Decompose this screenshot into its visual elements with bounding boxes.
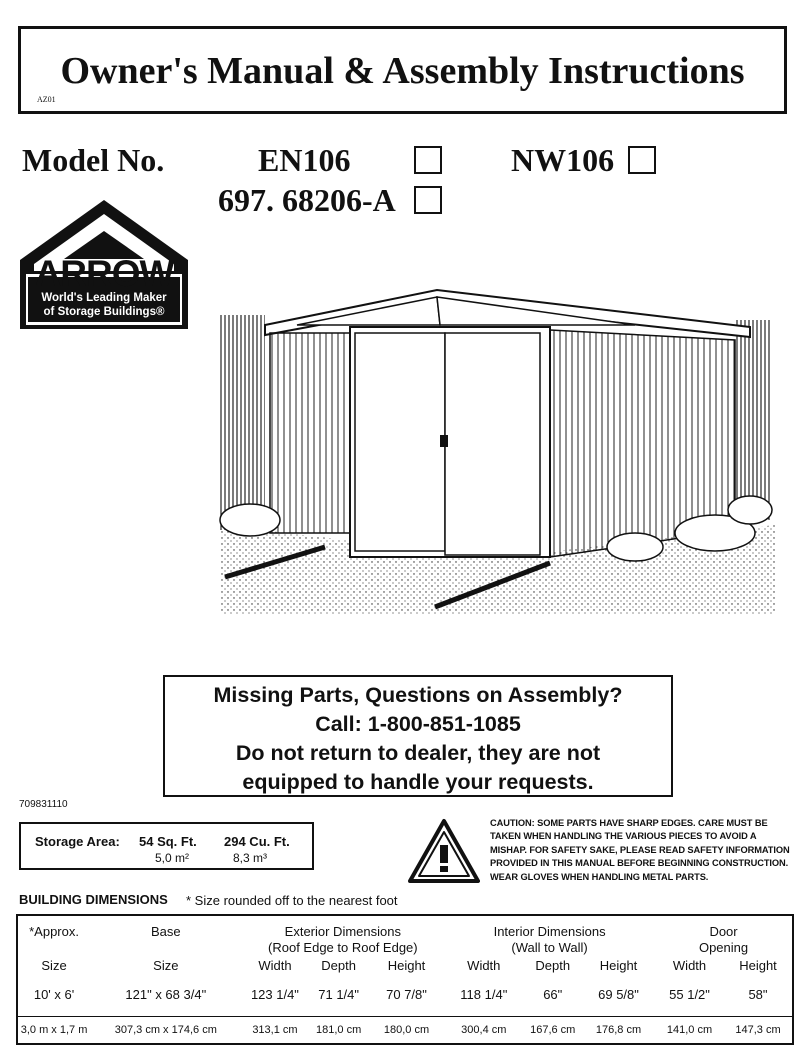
storage-cuft: 294 Cu. Ft.	[224, 834, 290, 849]
logo-brand: ARROW	[34, 253, 174, 294]
checkbox-en106[interactable]	[414, 146, 442, 174]
document-code: AZ01	[37, 95, 56, 104]
th-size: Size	[41, 957, 67, 973]
th-door: Door	[709, 924, 738, 939]
storage-m2: 5,0 m²	[155, 851, 190, 865]
dimensions-note: * Size rounded off to the nearest foot	[186, 893, 398, 908]
callout-line-4: equipped to handle your requests.	[242, 770, 594, 794]
table-cell: 70 7/8"	[386, 987, 427, 1003]
table-cell: 176,8 cm	[582, 1016, 655, 1044]
th-sub: Height	[599, 957, 638, 973]
table-cell: 181,0 cm	[308, 1016, 369, 1044]
th-interior-sub: (Wall to Wall)	[511, 940, 588, 955]
table-cell: 167,6 cm	[523, 1016, 581, 1044]
callout-line-3: Do not return to dealer, they are not	[235, 741, 601, 765]
model-en106: EN106	[258, 142, 351, 178]
logo-tagline-1: World's Leading Maker	[41, 292, 167, 304]
dimensions-table	[16, 914, 794, 1045]
storage-label: Storage Area:	[35, 834, 120, 849]
table-cell: 141,0 cm	[655, 1016, 724, 1044]
th-exterior: Exterior Dimensions	[284, 924, 401, 939]
table-cell: 3,0 m x 1,7 m	[17, 1016, 90, 1044]
table-cell: 147,3 cm	[724, 1016, 793, 1044]
page-title: Owner's Manual & Assembly Instructions	[60, 50, 745, 92]
table-cell: 307,3 cm x 174,6 cm	[90, 1016, 241, 1044]
table-cell: 123 1/4"	[250, 987, 299, 1003]
storage-m3: 8,3 m³	[233, 851, 268, 865]
table-cell: 118 1/4"	[460, 987, 508, 1003]
th-approx: *Approx.	[29, 924, 79, 939]
th-base-size: Size	[153, 957, 179, 973]
th-interior: Interior Dimensions	[493, 924, 606, 939]
table-cell: 121" x 68 3/4"	[125, 987, 207, 1003]
model-label: Model No.	[22, 142, 165, 178]
caution-text: CAUTION: SOME PARTS HAVE SHARP EDGES. CARE MUST BE TAKEN WHEN HANDLING THE VARIOUS PIECES TO AVOID A MISHAP. FOR SAFETY SAKE, PLEASE READ SAFETY INFORMATION PROVIDED IN THIS MANUAL BEFORE BEGINNING CONSTRUCTION. WEAR GLOVES WHEN HANDLING METAL PARTS.	[490, 818, 790, 882]
th-sub: Width	[672, 957, 707, 973]
table-cell: 10' x 6'	[33, 987, 75, 1003]
th-exterior-sub: (Roof Edge to Roof Edge)	[268, 940, 418, 955]
callout-line-1: Missing Parts, Questions on Assembly?	[213, 683, 623, 707]
logo-tagline-2: of Storage Buildings®	[43, 306, 165, 318]
storage-area-box	[19, 822, 314, 870]
table-cell: 180,0 cm	[369, 1016, 444, 1044]
part-number: 709831110	[19, 799, 68, 810]
model-nw106: NW106	[511, 142, 615, 178]
table-cell: 58"	[748, 987, 768, 1003]
warning-icon	[408, 818, 480, 884]
dimensions-heading: BUILDING DIMENSIONS	[19, 892, 168, 907]
th-base: Base	[150, 924, 181, 939]
table-cell: 55 1/2"	[669, 987, 710, 1003]
th-sub: Depth	[321, 957, 356, 973]
shed-illustration	[215, 285, 775, 615]
th-sub: Width	[467, 957, 501, 973]
table-cell: 66"	[543, 987, 563, 1003]
model-697: 697. 68206-A	[218, 182, 396, 218]
storage-sqft: 54 Sq. Ft.	[139, 834, 197, 849]
table-cell: 300,4 cm	[444, 1016, 523, 1044]
th-sub: Width	[258, 957, 292, 973]
callout-phone: Call: 1-800-851-1085	[315, 712, 521, 736]
table-cell: 313,1 cm	[242, 1016, 309, 1044]
checkbox-697[interactable]	[414, 186, 442, 214]
checkbox-nw106[interactable]	[628, 146, 656, 174]
th-sub: Height	[739, 957, 777, 973]
table-cell: 71 1/4"	[318, 987, 360, 1003]
table-cell: 69 5/8"	[598, 987, 639, 1003]
th-door-sub: Opening	[698, 940, 749, 955]
th-sub: Height	[387, 957, 426, 973]
th-sub: Depth	[535, 957, 571, 973]
title-box	[18, 26, 787, 114]
help-callout	[163, 675, 673, 797]
